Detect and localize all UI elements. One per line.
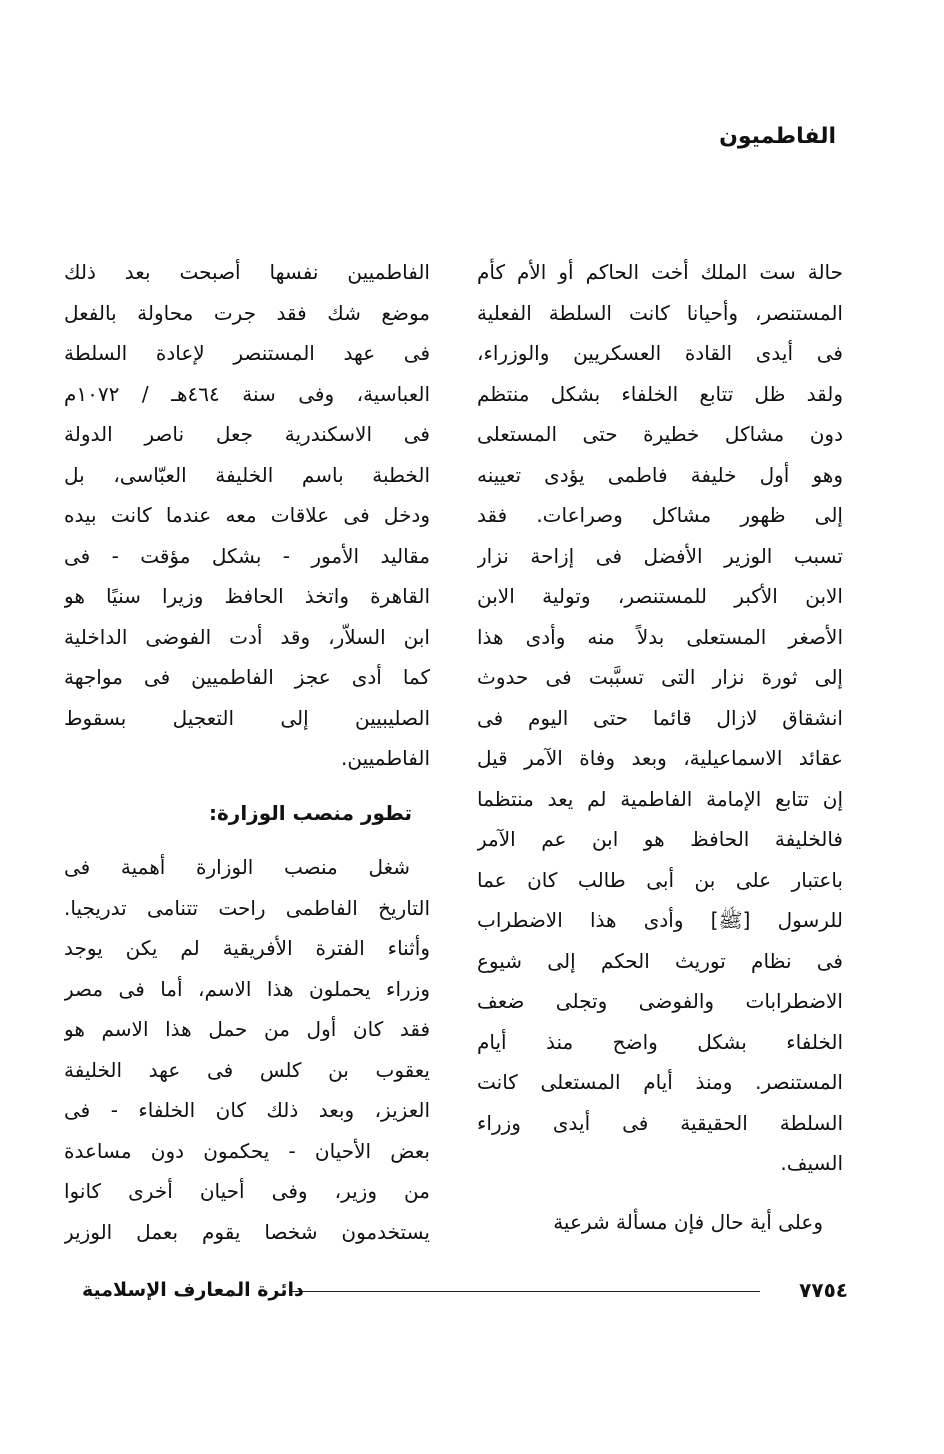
text-line: فى نظام توريث الحكم إلى شيوع [477,948,843,973]
text-line: وزراء يحملون هذا الاسم، أما فى مصر [64,976,430,1001]
page-number: ٧٧٥٤ [799,1278,848,1302]
text-line: السلطة الحقيقية فى أيدى وزراء [477,1110,843,1135]
text-line: عقائد الاسماعيلية، وبعد وفاة الآمر قيل [477,746,843,770]
text-line: الخطبة باسم الخليفة العبّاسى، بل [64,462,430,487]
text-line: للرسول [ﷺ] وأدى هذا الاضطراب [477,908,843,932]
text-line: الابن الأكبر للمستنصر، وتولية الابن [477,584,843,608]
text-line: فقد كان أول من حمل هذا الاسم هو [64,1017,430,1041]
text-line: دون مشاكل خطيرة حتى المستعلى [477,422,843,446]
text-line: إلى ثورة نزار التى تسبَّبت فى حدوث [477,665,843,689]
text-line: وأثناء الفترة الأفريقية لم يكن يوجد [64,936,430,960]
text-line: وعلى أية حال فإن مسألة شرعية [553,1209,823,1234]
text-line: انشقاق لازال قائما حتى اليوم فى [477,705,843,730]
text-line: ودخل فى علاقات معه عندما كانت بيده [64,503,430,527]
page-footer [82,1272,848,1308]
text-line: باعتبار على بن أبى طالب كان عما [477,867,843,892]
text-line: العزيز، وبعد ذلك كان الخلفاء - فى [64,1098,430,1122]
text-line: فى أيدى القادة العسكريين والوزراء، [477,341,843,365]
text-line: العباسية، وفى سنة ٤٦٤هـ / ١٠٧٢م [64,381,430,406]
text-line: الفاطميين. [341,746,430,770]
text-line: القاهرة واتخذ الحافظ وزيرا سنيًا هو [64,584,430,608]
text-line: يستخدمون شخصا يقوم بعمل الوزير [64,1219,430,1244]
text-line: كما أدى عجز الفاطميين فى مواجهة [64,665,430,689]
text-line: التاريخ الفاطمى راحت تتنامى تدريجيا. [64,895,430,920]
book-title: دائرة المعارف الإسلامية [82,1279,304,1301]
text-line: تسبب الوزير الأفضل فى إزاحة نزار [477,543,843,568]
text-line: مقاليد الأمور - بشكل مؤقت - فى [64,543,430,568]
text-line: موضع شك فقد جرت محاولة بالفعل [64,300,430,325]
text-line: الخلفاء بشكل واضح منذ أيام [477,1029,843,1054]
text-line: المستنصر. ومنذ أيام المستعلى كانت [477,1070,843,1094]
text-line: الاضطرابات والفوضى وتجلى ضعف [477,989,843,1013]
text-line: من وزير، وفى أحيان أخرى كانوا [64,1179,430,1203]
text-line: وهو أول خليفة فاطمى يؤدى تعيينه [477,462,843,487]
text-line: يعقوب بن كلس فى عهد الخليفة [64,1057,430,1082]
text-line: الفاطميين نفسها أصبحت بعد ذلك [64,260,430,284]
text-line: الصليبيين إلى التعجيل بسقوط [64,705,430,730]
text-line: فى الاسكندرية جعل ناصر الدولة [64,422,430,446]
text-line: فى عهد المستنصر لإعادة السلطة [64,341,430,365]
left-column [64,252,430,1252]
text-line: المستنصر، وأحيانا كانت السلطة الفعلية [477,300,843,325]
text-line: فالخليفة الحافظ هو ابن عم الآمر [477,827,843,851]
section-heading: تطور منصب الوزارة: [209,800,412,825]
text-line: ابن السلاّر، وقد أدت الفوضى الداخلية [64,624,430,649]
right-column [477,252,843,1242]
text-line: بعض الأحيان - يحكمون دون مساعدة [64,1138,430,1163]
running-title: الفاطميون [719,124,836,149]
text-line: حالة ست الملك أخت الحاكم أو الأم كأم [477,260,843,284]
text-line: السيف. [780,1151,843,1175]
footer-divider [290,1291,760,1292]
text-line: شغل منصب الوزارة أهمية فى [64,855,410,879]
text-line: إلى ظهور مشاكل وصراعات. فقد [477,503,843,527]
text-line: ولقد ظل تتابع الخلفاء بشكل منتظم [477,381,843,406]
paragraph-gap [477,1184,843,1202]
text-line: إن تتابع الإمامة الفاطمية لم يعد منتظما [477,786,843,811]
text-line: الأصغر المستعلى بدلاً منه وأدى هذا [477,624,843,649]
